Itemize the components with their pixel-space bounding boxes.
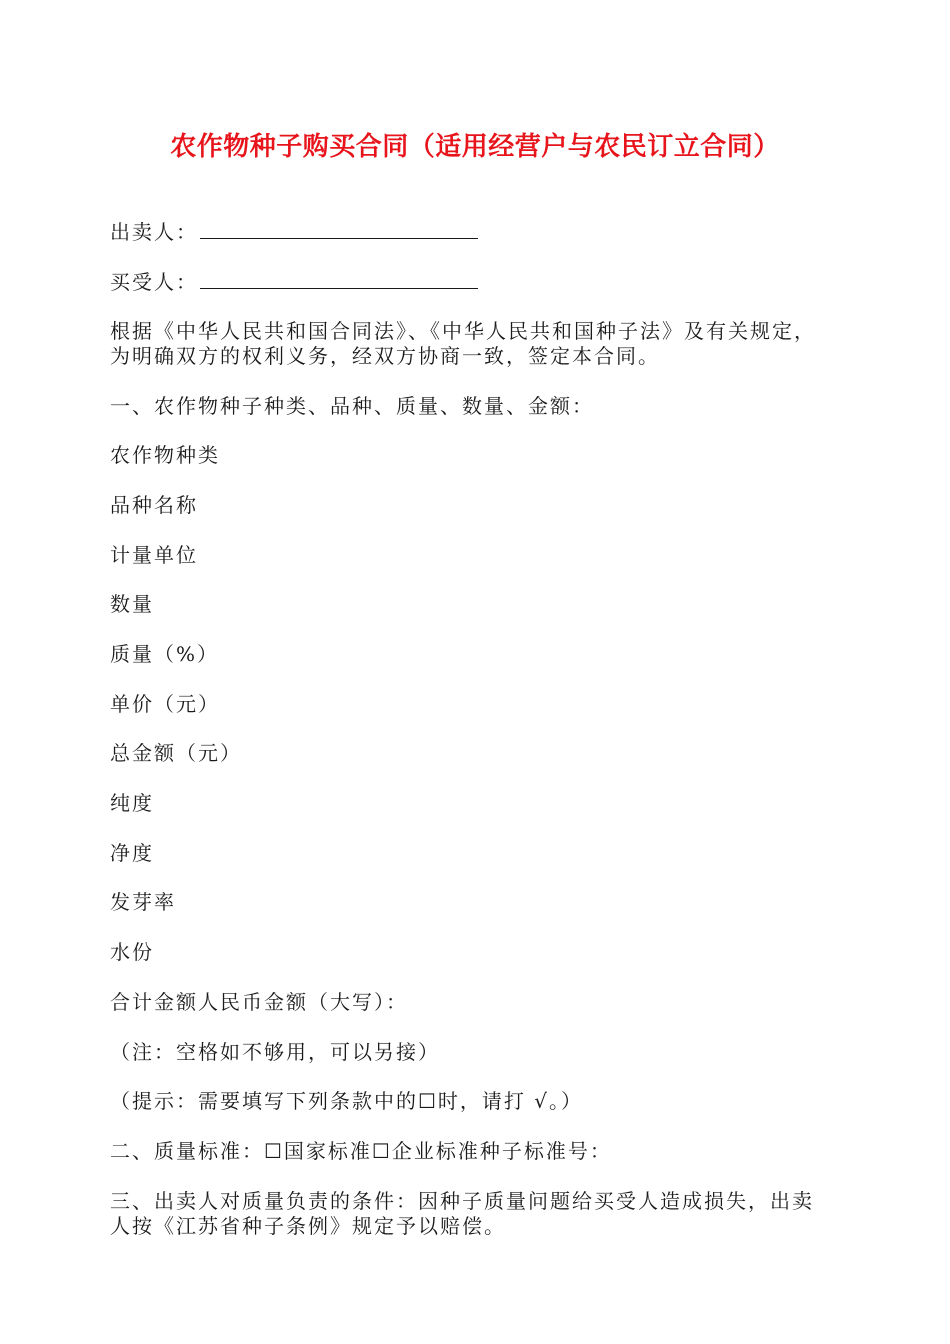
field-variety-name: 品种名称 (110, 493, 198, 517)
intro-line-1: 根据《中华人民共和国合同法》、《中华人民共和国种子法》及有关规定， (110, 319, 816, 343)
buyer-line (110, 270, 478, 295)
buyer-blank[interactable] (200, 270, 478, 289)
field-germination-rate: 发芽率 (110, 890, 176, 914)
field-total-amount: 总金额（元） (110, 741, 242, 765)
total-amount-line: 合计金额人民币金额（大写）： (110, 990, 408, 1014)
field-moisture: 水份 (110, 940, 154, 964)
seller-line (110, 220, 478, 245)
seller-label: 出卖人： (110, 220, 198, 244)
section3-line-2: 人按《江苏省种子条例》规定予以赔偿。 (110, 1214, 506, 1238)
buyer-label: 买受人： (110, 270, 198, 294)
document-title: 农作物种子购买合同（适用经营户与农民订立合同） (170, 132, 780, 162)
note-line: （注：空格如不够用，可以另接） (110, 1040, 440, 1064)
field-quality: 质量（%） (110, 642, 220, 666)
field-cleanliness: 净度 (110, 841, 154, 865)
section3-paragraph (110, 1189, 870, 1239)
seller-blank[interactable] (200, 220, 478, 239)
section1-heading: 一、农作物种子种类、品种、质量、数量、金额： (110, 394, 594, 418)
hint-line: （提示：需要填写下列条款中的☐时，请打 √。） (110, 1089, 584, 1113)
section3-line-1: 三、出卖人对质量负责的条件：因种子质量问题给买受人造成损失，出卖 (110, 1189, 814, 1213)
intro-paragraph (110, 319, 870, 369)
field-unit: 计量单位 (110, 543, 198, 567)
intro-line-2: 为明确双方的权利义务，经双方协商一致，签定本合同。 (110, 344, 660, 368)
field-unit-price: 单价（元） (110, 692, 220, 716)
section2-line: 二、质量标准：☐国家标准☐企业标准种子标准号： (110, 1139, 612, 1163)
field-crop-type: 农作物种类 (110, 443, 220, 467)
field-purity: 纯度 (110, 791, 154, 815)
field-quantity: 数量 (110, 592, 154, 616)
